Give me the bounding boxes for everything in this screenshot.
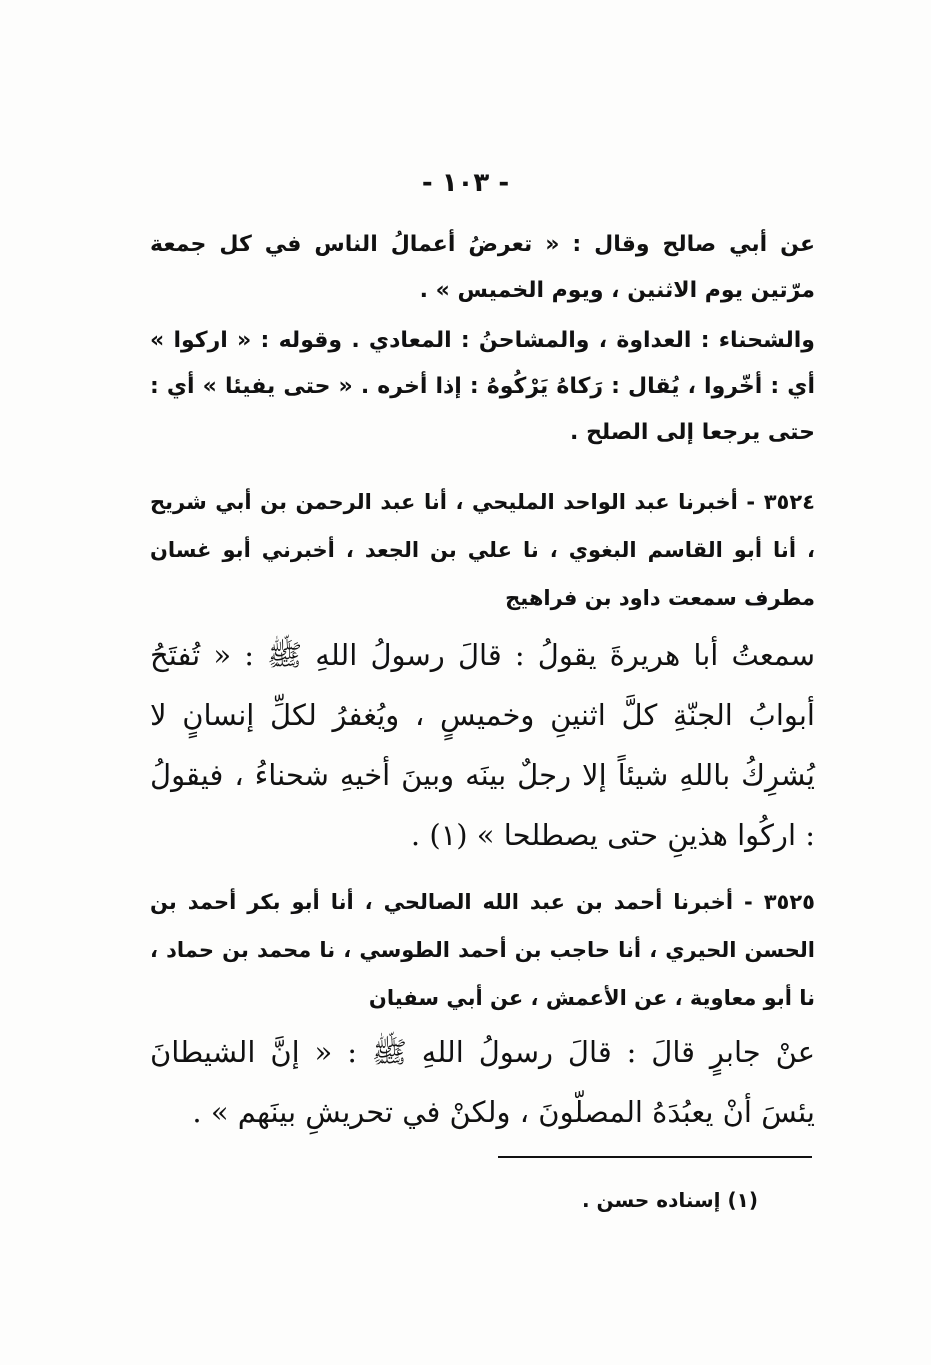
isnad-block-3525	[150, 878, 815, 1022]
page-number: - ١٠٣ -	[421, 168, 510, 198]
matn-block-3524	[150, 625, 815, 865]
paragraph-vocabulary-explanation: والشحناء : العداوة ، والمشاحنُ : المعادي . وقوله : « اركوا » أي : أخّروا ، يُقال : رَكاهُ يَرْكُوهُ : إذا أخره . « حتى يفيئا » أي : حتى يرجعا إلى الصلح .	[150, 328, 815, 445]
paragraph-hadith-text-3524: سمعتُ أبا هريرةَ يقولُ : قالَ رسولُ اللهِ ﷺ : « تُفتَحُ أبوابُ الجنّةِ كلَّ اثنينِ وخميسٍ ، ويُغفرُ لكلِّ إنسانٍ لا يُشرِكُ باللهِ شيئاً إلا رجلٌ بينَه وبينَ أخيهِ شحناءُ ، فيقولُ : اركُوا هذينِ حتى يصطلحا » (١) .	[150, 638, 815, 852]
commentary-block-1	[150, 222, 815, 314]
commentary-block-2	[150, 318, 815, 456]
paragraph-commentary-continuation: عن أبي صالح وقال : « تعرضُ أعمالُ الناس في كل جمعة مرّتين يوم الاثنين ، ويوم الخميس » .	[150, 232, 815, 303]
footnote-divider	[498, 1156, 812, 1158]
paragraph-hadith-text-3525: عنْ جابرٍ قالَ : قالَ رسولُ اللهِ ﷺ : « إنَّ الشيطانَ يئسَ أنْ يعبُدَهُ المصلّونَ ، ولكنْ في تحريشِ بينَهم » .	[150, 1035, 815, 1129]
footnote-1: (١) إسناده حسن .	[581, 1188, 758, 1212]
isnad-block-3524	[150, 478, 815, 622]
paragraph-isnad-3524: ٣٥٢٤ - أخبرنا عبد الواحد المليحي ، أنا عبد الرحمن بن أبي شريح ، أنا أبو القاسم البغوي ، نا علي بن الجعد ، أخبرني أبو غسان مطرف سمعت داود بن فراهيج	[150, 490, 815, 610]
paragraph-isnad-3525: ٣٥٢٥ - أخبرنا أحمد بن عبد الله الصالحي ، أنا أبو بكر أحمد بن الحسن الحيري ، أنا حاجب بن أحمد الطوسي ، نا محمد بن حماد ، نا أبو معاوية ، عن الأعمش ، عن أبي سفيان	[150, 890, 815, 1010]
matn-block-3525	[150, 1022, 815, 1142]
